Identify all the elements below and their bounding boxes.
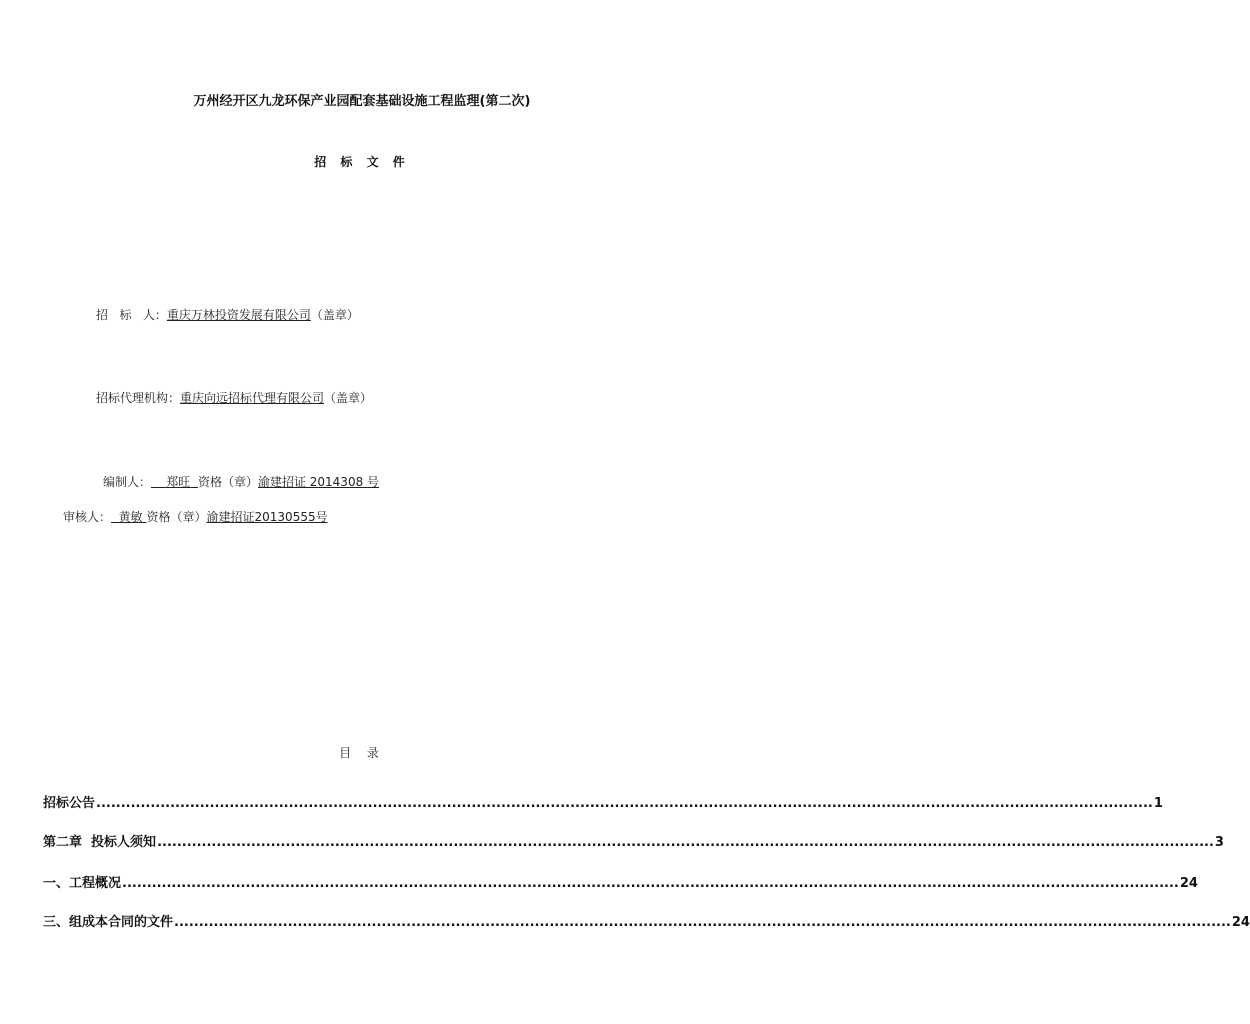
agency-name: 重庆向远招标代理有限公司: [180, 391, 325, 405]
toc-entry-label: 一、工程概况: [43, 876, 122, 891]
compiler-label: 编制人：: [103, 475, 152, 489]
tenderer-seal: （盖章）: [310, 308, 359, 322]
compiler-line: [103, 473, 379, 490]
tenderer-line: [96, 306, 359, 323]
toc-entry-page: 24: [1231, 915, 1250, 930]
reviewer-name: 黄敏: [118, 510, 143, 524]
toc-entry-page: 3: [1214, 835, 1224, 850]
tenderer-name: 重庆万林投资发展有限公司: [166, 308, 311, 322]
toc-entry[interactable]: [43, 872, 1198, 891]
toc-leader: ......................................................................................................................................................................................................................: [157, 835, 1214, 850]
agency-label: 招标代理机构：: [96, 391, 181, 405]
toc-entry-page: 1: [1153, 796, 1163, 811]
toc-leader: ......................................................................................................................................................................................................................: [96, 796, 1153, 811]
toc-entry-label: 招标公告: [43, 796, 96, 811]
document-subtitle: 招 标 文 件: [314, 155, 410, 169]
toc-entry[interactable]: [43, 831, 1224, 850]
agency-seal: （盖章）: [324, 391, 373, 405]
tenderer-label: 招 标 人：: [96, 308, 167, 322]
reviewer-qual-label: 资格（章）: [146, 510, 207, 524]
toc-entry[interactable]: [43, 911, 1250, 930]
toc-title: 目 录: [339, 746, 385, 760]
compiler-name: 郑旺: [166, 475, 191, 489]
toc-leader: ......................................................................................................................................................................................................................: [174, 915, 1231, 930]
toc-entry-page: 24: [1179, 876, 1198, 891]
reviewer-line: [63, 508, 328, 525]
compiler-cert: 渝建招证 2014308 号: [257, 475, 380, 489]
toc-leader: ......................................................................................................................................................................................................................: [122, 876, 1179, 891]
document-title: 万州经开区九龙环保产业园配套基础设施工程监理(第二次): [193, 94, 531, 109]
reviewer-cert: 渝建招证20130555号: [206, 510, 328, 524]
reviewer-label: 审核人：: [63, 510, 112, 524]
agency-line: [96, 389, 372, 406]
toc-entry-label: 三、组成本合同的文件: [43, 915, 174, 930]
compiler-qual-label: 资格（章）: [197, 475, 258, 489]
toc-entry-label: 第二章 投标人须知: [43, 835, 157, 850]
toc-entry[interactable]: [43, 792, 1163, 811]
